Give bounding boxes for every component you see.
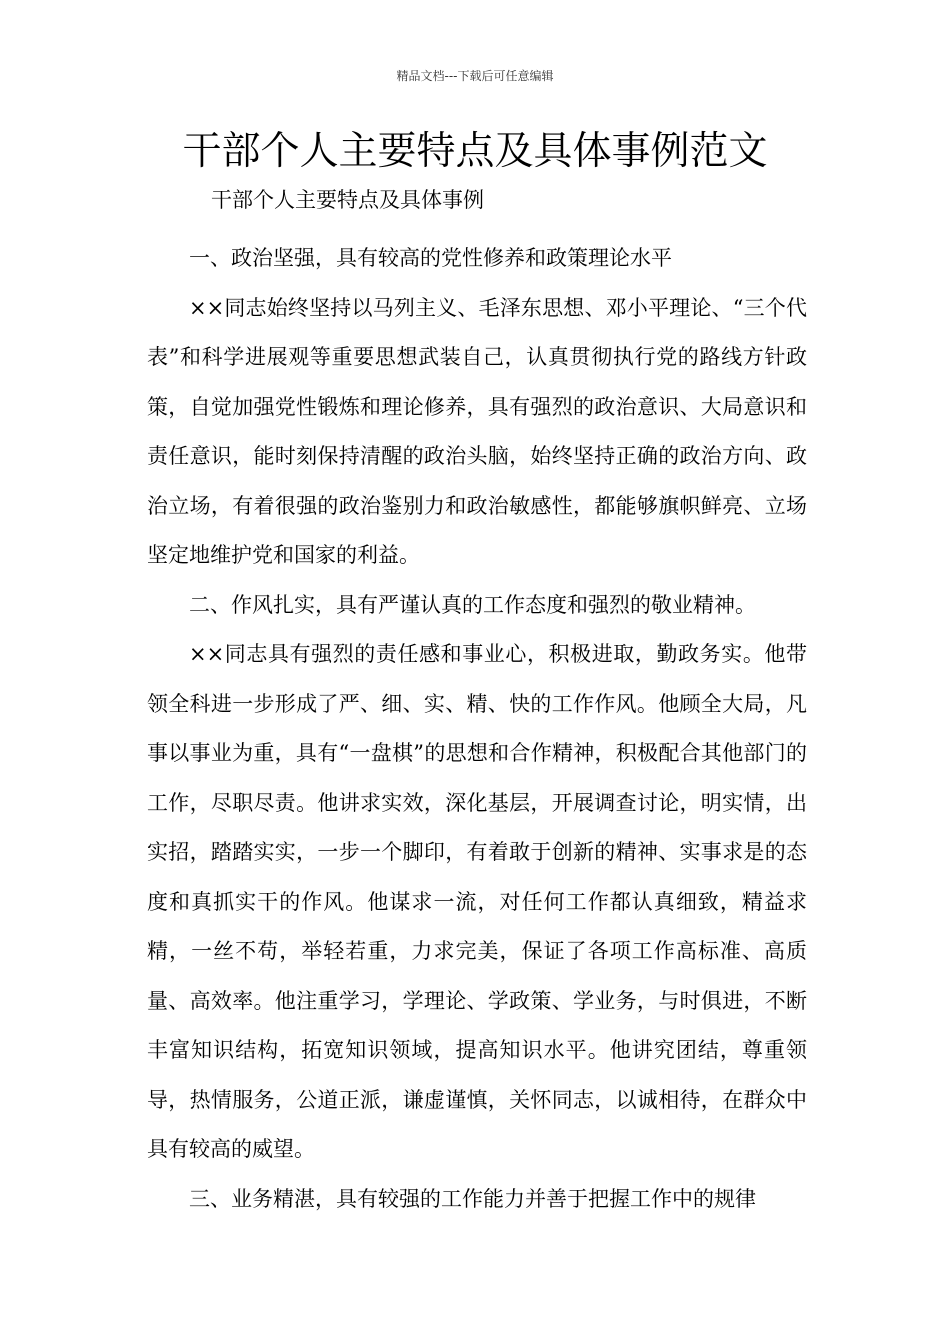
paragraph-1: ××同志始终坚持以马列主义、毛泽东思想、邓小平理论、“三个代表”和科学进展观等重要思想武装自己，认真贯彻执行党的路线方针政策，自觉加强党性锻炼和理论修养，具有强烈的政治意识、大局意识和责任意识，能时刻保持清醒的政治头脑，始终坚持正确的政治方向、政治立场，有着很强的政治鉴别力和政治敏感性，都能够旗帜鲜亮、立场坚定地维护党和国家的利益。	[147, 295, 807, 567]
section-heading-2: 二、作风扎实，具有严谨认真的工作态度和强烈的敬业精神。	[189, 592, 756, 617]
document-body	[147, 234, 807, 1224]
section-heading-3: 三、业务精湛，具有较强的工作能力并善于把握工作中的规律	[189, 1186, 756, 1211]
document-title: 干部个人主要特点及具体事例范文	[182, 129, 768, 174]
paragraph-2: ××同志具有强烈的责任感和事业心，积极进取，勤政务实。他带领全科进一步形成了严、细、实、精、快的工作作风。他顾全大局，凡事以事业为重，具有“一盘棋”的思想和合作精神，积极配合其他部门的工作，尽职尽责。他讲求实效，深化基层，开展调查讨论，明实情，出实招，踏踏实实，一步一个脚印，有着敢于创新的精神、实事求是的态度和真抓实干的作风。他谋求一流，对任何工作都认真细致，精益求精，一丝不苟，举轻若重，力求完美，保证了各项工作高标准、高质量、高效率。他注重学习，学理论、学政策、学业务，与时俱进，不断丰富知识结构，拓宽知识领域，提高知识水平。他讲究团结，尊重领导，热情服务，公道正派，谦虚谨慎，关怀同志，以诚相待，在群众中具有较高的威望。	[147, 642, 807, 1161]
section-heading-1: 一、政治坚强，具有较高的党性修养和政策理论水平	[189, 246, 672, 270]
document-subtitle: 干部个人主要特点及具体事例	[211, 188, 484, 212]
header-note: 精品文档---下载后可任意编辑	[396, 69, 554, 83]
